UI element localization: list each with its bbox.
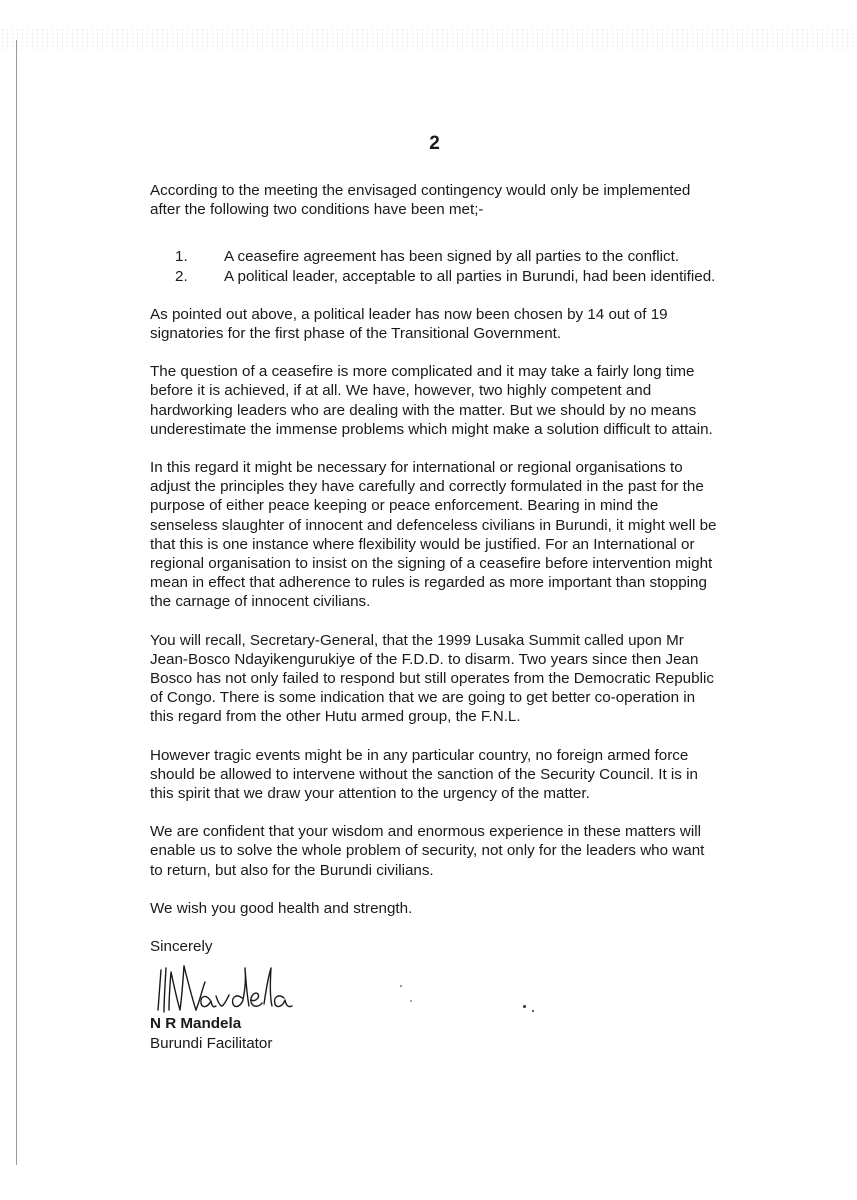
scan-speck bbox=[410, 1000, 412, 1002]
list-item-text: A ceasefire agreement has been signed by all parties to the conflict. bbox=[224, 248, 680, 266]
conditions-list bbox=[150, 238, 720, 285]
list-item bbox=[150, 267, 720, 286]
paragraph-wishes: We wish you good health and strength. bbox=[150, 899, 413, 917]
signer-title: Burundi Facilitator bbox=[150, 1034, 273, 1052]
scan-speck bbox=[523, 1005, 526, 1008]
paragraph-organisations: In this regard it might be necessary for international or regional organisations to adjust the principles they have carefully and correctly formulated in the past for the purpose of either peace keeping or peace enforcement. Bearing in mind the senseless slaughter of innocent and defenceless civilians in Burundi, it might well be that this is one instance where flexibility would be justified. For an International or regional organisation to insist on the signing of a ceasefire before intervention might mean in effect that adherence to rules is regarded as more important than stopping the carnage of innocent civilians. bbox=[150, 459, 717, 611]
handwritten-signature bbox=[150, 960, 320, 1018]
scan-speck bbox=[532, 1010, 534, 1012]
intro-paragraph: According to the meeting the envisaged contingency would only be implemented after the following two conditions have been met;- bbox=[150, 182, 691, 219]
closing: Sincerely bbox=[150, 938, 213, 956]
paragraph-leader-chosen: As pointed out above, a political leader has now been chosen by 14 out of 19 signatories for the first phase of the Transitional Government. bbox=[150, 305, 668, 343]
signature-label: NMandela bbox=[150, 960, 155, 962]
paragraph-confidence: We are confident that your wisdom and enormous experience in these matters will enable us to solve the whole problem of security, not only for the leaders who want to return, but also for the Burundi civilians. bbox=[150, 823, 705, 879]
paragraph-ceasefire: The question of a ceasefire is more complicated and it may take a fairly long time before it is achieved, if at all. We have, however, two highly competent and hardworking leaders who are dealing with the matter. But we should by no means underestimate the immense problems which might make a solution difficult to attain. bbox=[150, 363, 713, 438]
scan-left-edge bbox=[16, 40, 17, 1165]
scan-noise-border bbox=[0, 28, 857, 50]
signer-name: N R Mandela bbox=[150, 1015, 242, 1033]
list-item-text: A political leader, acceptable to all parties in Burundi, had been identified. bbox=[224, 267, 716, 285]
letter-body bbox=[150, 181, 720, 1053]
paragraph-lusaka: You will recall, Secretary-General, that the 1999 Lusaka Summit called upon Mr Jean-Bosco Ndayikengurukiye of the F.D.D. to disarm. Two years since then Jean Bosco has not only failed to respond but still operates from the Democratic Republic of Congo. There is some indication that we are going to get better co-operation in this regard from the other Hutu armed group, the F.N.L. bbox=[150, 631, 714, 726]
scan-speck bbox=[400, 985, 402, 987]
list-item-number: 2. bbox=[175, 267, 188, 285]
list-item-number: 1. bbox=[175, 248, 188, 266]
page-number: 2 bbox=[429, 133, 440, 154]
list-item bbox=[150, 247, 720, 266]
paragraph-security-council: However tragic events might be in any particular country, no foreign armed force should be allowed to intervene without the sanction of the Security Council. It is in this spirit that we draw your attention to the urgency of the matter. bbox=[150, 746, 698, 803]
